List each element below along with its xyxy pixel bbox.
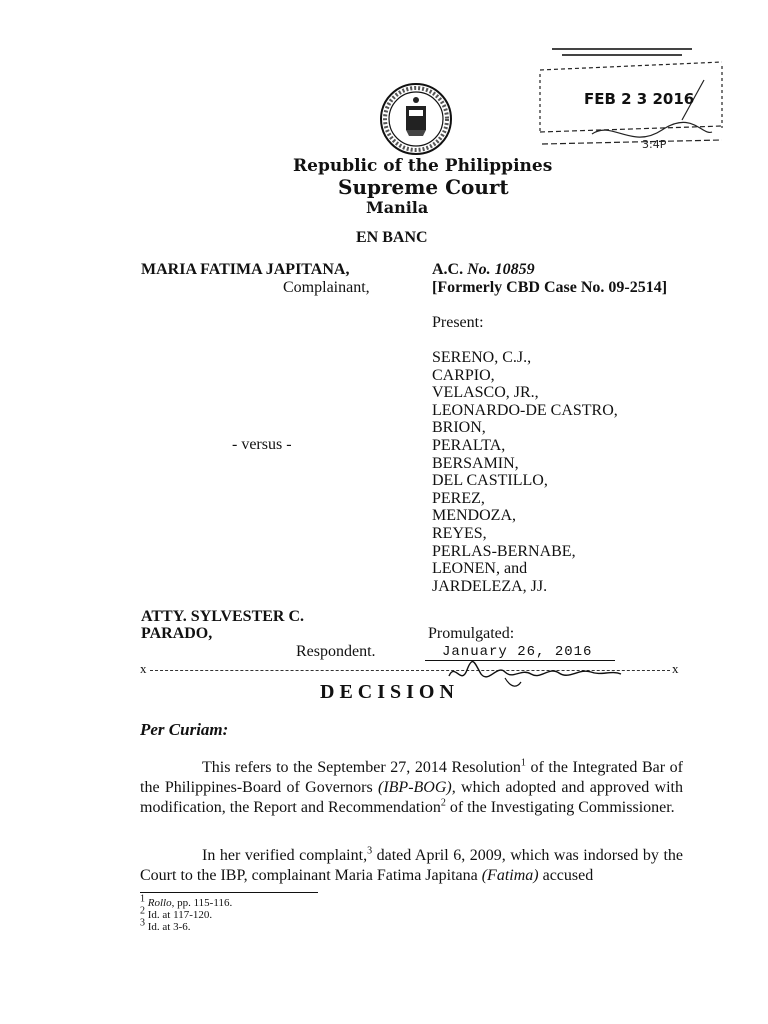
stamp-date: FEB 2 3 2016 — [584, 90, 695, 108]
republic-heading: Republic of the Philippines — [293, 156, 553, 176]
present-label: Present: — [432, 314, 484, 331]
footnote-ref-3[interactable]: 3 — [367, 845, 373, 857]
paragraph-1-text: of the Investigating Commissioner. — [445, 799, 675, 816]
ibp-bog-abbr: (IBP-BOG), — [378, 779, 456, 796]
divider-end: x — [672, 661, 679, 676]
footnote-separator — [140, 892, 318, 893]
division-heading: EN BANC — [356, 229, 428, 246]
paragraph-2-text: In her verified complaint, — [202, 847, 368, 864]
justice-item: BERSAMIN, — [432, 454, 519, 472]
footnote-ref-1[interactable]: 1 — [520, 757, 526, 769]
respondent-name-line-1: ATTY. SYLVESTER C. — [141, 608, 305, 625]
footnote-number: 2 — [140, 905, 145, 917]
footnote-italic: Rollo — [147, 897, 172, 909]
former-case-number: [Formerly CBD Case No. 09-2514] — [432, 279, 668, 296]
footnote-3 — [140, 917, 191, 933]
respondent-role: Respondent. — [296, 643, 376, 660]
received-stamp — [532, 40, 732, 160]
case-number-prefix: A.C. — [432, 261, 468, 278]
justice-item: PEREZ, — [432, 489, 485, 507]
divider-start: x — [140, 661, 147, 676]
decision-title: DECISION — [320, 681, 459, 703]
fatima-abbr: (Fatima) — [481, 867, 539, 884]
supreme-court-seal — [379, 82, 453, 156]
justice-item: LEONEN, and — [432, 560, 528, 578]
justice-item: CARPIO, — [432, 366, 495, 384]
complainant-role: Complainant, — [283, 279, 370, 296]
promulgated-date: January 26, 2016 — [442, 644, 593, 660]
footnote-text: Id. at 3-6. — [147, 921, 191, 933]
justice-item: MENDOZA, — [432, 507, 516, 525]
footnote-number: 3 — [140, 917, 145, 929]
justice-item: PERALTA, — [432, 436, 506, 454]
footnote-number: 1 — [140, 893, 145, 905]
paragraph-2 — [140, 846, 683, 886]
paragraph-1-text: which adopted and approved with modification, the Report and Recommendation — [140, 779, 684, 816]
justice-item: BRION, — [432, 419, 486, 437]
footnote-text: Id. at 117-120. — [147, 909, 213, 921]
case-number — [432, 261, 535, 279]
respondent-name-line-2: PARADO, — [141, 625, 213, 642]
per-curiam: Per Curiam: — [140, 720, 229, 739]
justice-item: DEL CASTILLO, — [432, 472, 548, 490]
complainant-name: MARIA FATIMA JAPITANA, — [141, 261, 350, 278]
paragraph-1-text: of the Integrated Bar of the Philippines-Board of Governors — [140, 759, 684, 796]
justices-list — [432, 349, 618, 595]
footnote-2 — [140, 905, 213, 921]
justice-item: LEONARDO-DE CASTRO, — [432, 401, 618, 419]
city-heading: Manila — [366, 198, 429, 217]
signature — [445, 658, 625, 690]
stamp-time: 3:4P — [642, 138, 667, 151]
paragraph-2-text: accused — [538, 867, 594, 884]
justice-item: SERENO, C.J., — [432, 349, 532, 366]
promulgated-label: Promulgated: — [428, 625, 515, 642]
justice-item: VELASCO, JR., — [432, 384, 539, 402]
justice-item: PERLAS-BERNABE, — [432, 542, 576, 560]
paragraph-1-text: This refers to the September 27, 2014 Resolution — [202, 759, 521, 776]
paragraph-1 — [140, 758, 683, 818]
justice-item: JARDELEZA, JJ. — [432, 577, 548, 595]
court-heading: Supreme Court — [338, 175, 509, 199]
paragraph-2-text: dated April 6, 2009, which was indorsed by the Court to the IBP, complainant Maria Fatima Japitana — [140, 847, 683, 884]
footnote-text: , pp. 115-116. — [171, 897, 233, 909]
case-number-value: No. 10859 — [467, 261, 535, 278]
footnote-ref-2[interactable]: 2 — [440, 797, 446, 809]
footnote-1 — [140, 893, 233, 909]
justice-item: REYES, — [432, 524, 487, 542]
versus-label: - versus - — [232, 436, 292, 453]
